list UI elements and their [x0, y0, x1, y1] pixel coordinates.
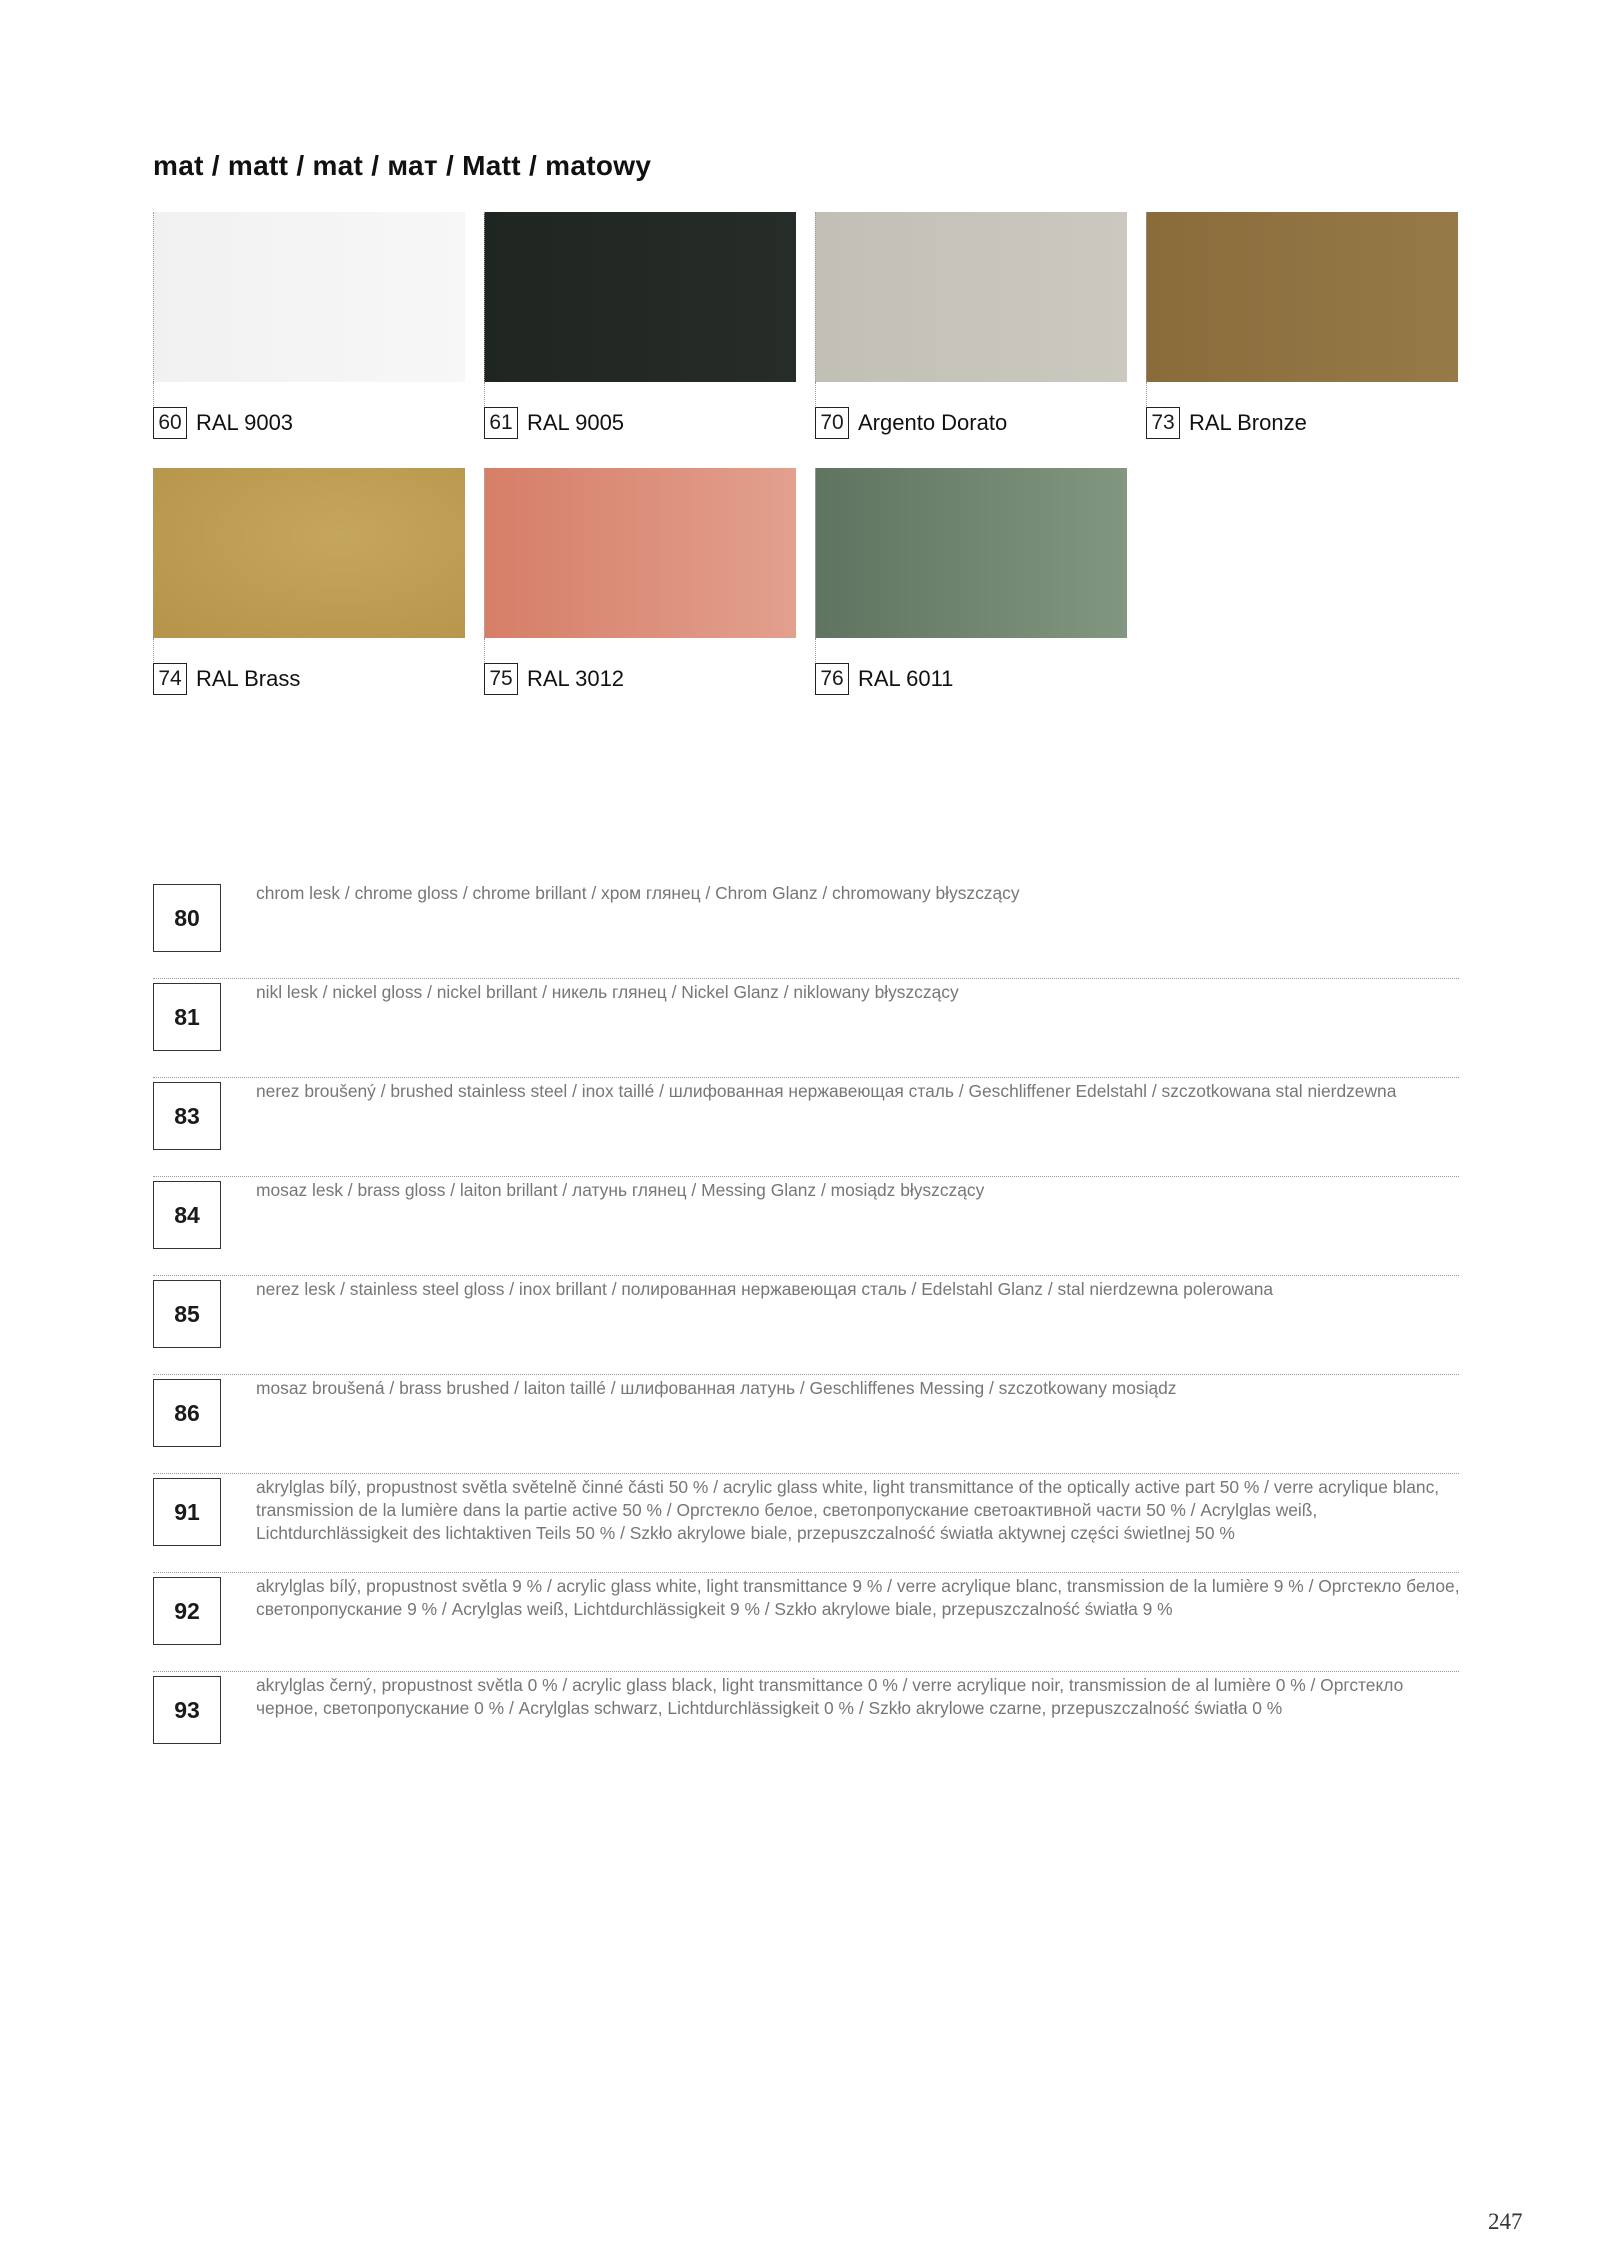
page-title: mat / matt / mat / мат / Matt / matowy: [153, 150, 652, 181]
swatch-item[interactable]: [153, 468, 465, 696]
finish-description: mosaz broušená / brass brushed / laiton taillé / шлифованная латунь / Geschliffenes Messing / szczotkowany mosiądz: [256, 1378, 1177, 1398]
finish-code: 92: [153, 1577, 221, 1645]
swatch-item[interactable]: [153, 212, 465, 440]
swatch-item[interactable]: [1146, 212, 1458, 440]
finish-description: nerez broušený / brushed stainless steel / inox taillé / шлифованная нержавеющая сталь / Geschliffener Edelstahl / szczotkowana stal nierdzewna: [256, 1081, 1397, 1101]
swatch-color: [153, 468, 465, 638]
finish-description: akrylglas bílý, propustnost světla světelně činné části 50 % / acrylic glass white, light transmittance of the optically active part 50 % / verre acrylique blanc, transmission de la lumière dans la partie active 50 % / Оргстекло белое, светопропускание светоактивной части 50 % / Acrylglas weiß, Lichtdurchlässigkeit des lichtaktiven Teils 50 % / Szkło akrylowe biale, przepuszczalność światła aktywnej części świetlnej 50 %: [256, 1477, 1440, 1543]
swatch-name: RAL 9005: [527, 410, 625, 435]
swatch-color: [484, 468, 796, 638]
finish-code: 85: [153, 1280, 221, 1348]
finish-row: [153, 1474, 1459, 1573]
swatch-color: [815, 212, 1127, 382]
swatch-item[interactable]: [815, 212, 1127, 440]
finish-code: 86: [153, 1379, 221, 1447]
swatch-color: [1146, 212, 1458, 382]
finish-description: akrylglas černý, propustnost světla 0 % / acrylic glass black, light transmittance 0 % / verre acrylique noir, transmission de al lumière 0 % / Оргстекло черное, светопропускание 0 % / Acrylglas schwarz, Lichtdurchlässigkeit 0 % / Szkło akrylowe czarne, przepuszczalność światła 0 %: [256, 1675, 1404, 1718]
finish-code: 84: [153, 1181, 221, 1249]
swatch-color: [484, 212, 796, 382]
swatch-code: 73: [1146, 407, 1180, 439]
finish-row: [153, 1672, 1459, 1770]
finish-description: nerez lesk / stainless steel gloss / inox brillant / полированная нержавеющая сталь / Edelstahl Glanz / stal nierdzewna polerowana: [256, 1279, 1274, 1299]
finish-description: nikl lesk / nickel gloss / nickel brillant / никель глянец / Nickel Glanz / niklowany błyszczący: [256, 982, 959, 1002]
finish-row: [153, 1078, 1459, 1177]
swatch-code: 61: [484, 407, 518, 439]
finish-code: 91: [153, 1478, 221, 1546]
finish-description: chrom lesk / chrome gloss / chrome brillant / хром глянец / Chrom Glanz / chromowany błyszczący: [256, 883, 1020, 903]
swatch-item[interactable]: [484, 212, 796, 440]
swatch-color: [815, 468, 1127, 638]
swatch-name: RAL 3012: [527, 666, 625, 691]
finish-row: [153, 880, 1459, 979]
swatch-item[interactable]: [815, 468, 1127, 696]
swatch-item[interactable]: [484, 468, 796, 696]
swatch-name: RAL 6011: [858, 666, 954, 691]
finish-list: [153, 880, 1459, 1770]
swatch-name: Argento Dorato: [858, 410, 1008, 435]
swatch-code: 60: [153, 407, 187, 439]
finish-code: 93: [153, 1676, 221, 1744]
swatch-name: RAL 9003: [196, 410, 294, 435]
finish-row: [153, 979, 1459, 1078]
swatch-color: [153, 212, 465, 382]
finish-code: 83: [153, 1082, 221, 1150]
swatch-code: 75: [484, 663, 518, 695]
finish-code: 81: [153, 983, 221, 1051]
finish-row: [153, 1276, 1459, 1375]
swatch-name: RAL Bronze: [1189, 410, 1307, 435]
page-number: 247: [1488, 2209, 1523, 2234]
finish-description: akrylglas bílý, propustnost světla 9 % / acrylic glass white, light transmittance 9 % / verre acrylique blanc, transmission de la lumière 9 % / Оргстекло белое, светопропускание 9 % / Acrylglas weiß, Lichtdurchlässigkeit 9 % / Szkło akrylowe biale, przepuszczalność światła 9 %: [256, 1576, 1460, 1619]
swatch-code: 70: [815, 407, 849, 439]
finish-description: mosaz lesk / brass gloss / laiton brillant / латунь глянец / Messing Glanz / mosiądz błyszczący: [256, 1180, 985, 1200]
finish-row: [153, 1177, 1459, 1276]
finish-code: 80: [153, 884, 221, 952]
finish-row: [153, 1375, 1459, 1474]
swatch-code: 74: [153, 663, 187, 695]
swatch-code: 76: [815, 663, 849, 695]
swatch-name: RAL Brass: [196, 666, 301, 691]
finish-row: [153, 1573, 1459, 1672]
